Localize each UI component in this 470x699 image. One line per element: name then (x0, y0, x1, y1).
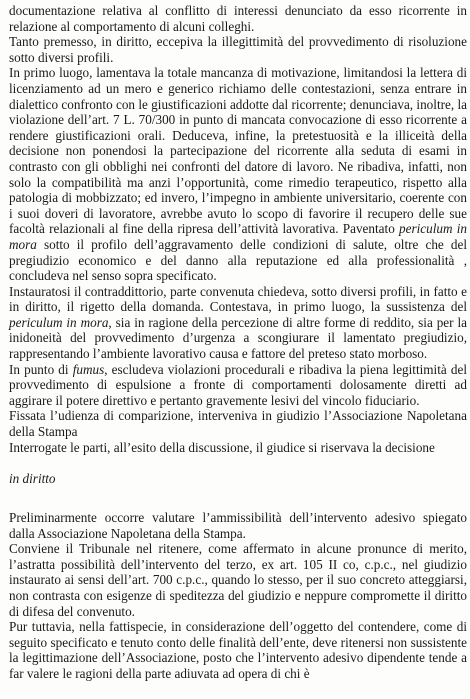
blank-line (9, 455, 467, 471)
blank-line (9, 502, 467, 510)
italic-periculum-in-mora-2: periculum in mora (9, 314, 109, 330)
paragraph-fumus: In punto di fumus, escludeva violazioni procedurali e ribadiva la piena legittimità del provvedimento di espulsione a fronte di comportamenti dolosamente diretti ad aggirare il potere direttivo e pertanto gravemente lesivi del vincolo fiduciario. (9, 361, 467, 408)
paragraph-legitimation: Pur tuttavia, nella fattispecie, in considerazione dell’oggetto del contendere, come di seguito specificato e tenuto conto delle finalità dell’ente, deve ritenersi non sussistente la legittimazione dell’Associazione, posto che l’intervento adesivo dipendente tende a far valere le ragioni della parte adiuvata ad opera di chi è (9, 619, 467, 681)
paragraph-first-ground: In primo luogo, lamentava la totale mancanza di motivazione, limitandosi la lettera di licenziamento ad un mero e generico richiamo delle contestazioni, senza entrare in dialettico confronto con le giustificazioni addotte dal ricorrente; denunciava, inoltre, la violazione dell’art. 7 L. 70/300 in punto di mancata convocazione di esso ricorrente a rendere giustificazioni orali. Deduceva, infine, la pretestuosità e la illiceità della decisione non ponendosi la partecipazione del ricorrente alla seduta di esami in contrasto con gli obblighi nei confronti del datore di lavoro. Ne ribadiva, infatti, non solo la compatibilità ma anzi l’opportunità, come rimedio terapeutico, rispetto alla patologia di mobbizzato; ed invero, l’impegno in ambiente universitario, coerente con i suoi doveri di lavoratore, avrebbe avuto lo scopo di favorire il recupero delle sue facoltà relazionali al fine della ripresa dell’attività lavorativa. Paventato periculum in mora sotto il profilo dell’aggravamento delle condizioni di salute, oltre che del pregiudizio economico e del danno alla reputazione ed alla professionalità , concludeva nel senso sopra specificato. (9, 65, 468, 284)
document-body (9, 3, 467, 682)
section-heading-in-diritto: in diritto (9, 470, 56, 486)
paragraph-tribunal-view: Conviene il Tribunale nel ritenere, come affermato in alcune pronunce di merito, l’astratta possibilità dell’intervento del terzo, ex art. 105 II co, c.p.c., nel giudizio instaurato ai sensi dell’art. 700 c.p.c., quando lo stesso, per il suo concreto atteggiarsi, non contrasta con esigenze di speditezza del giudizio e neppure compromette il diritto di difesa del convenuto. (9, 541, 467, 619)
italic-fumus: fumus (72, 361, 105, 377)
italic-periculum-in-mora: periculum in mora (9, 221, 468, 252)
blank-line (9, 486, 467, 502)
paragraph-admissibility: Preliminarmente occorre valutare l’ammissibilità dell’intervento adesivo spiegato dalla Associazione Napoletana della Stampa. (9, 510, 467, 541)
paragraph-reserved-decision: Interrogate le parti, all’esito della discussione, il giudice si riservava la decisione (9, 439, 435, 455)
paragraph-hearing: Fissata l’udienza di comparizione, interveniva in giudizio l’Associazione Napoletana della Stampa (9, 408, 467, 440)
paragraph-premise: Tanto premesso, in diritto, eccepiva la illegittimità del provvedimento di risoluzione sotto diversi profili. (9, 34, 467, 65)
paragraph-conflict-documentation: documentazione relativa al conflitto di interessi denunciato da esso ricorrente in relazione al comportamento di alcuni colleghi. (9, 3, 467, 34)
paragraph-defendant-response: Instauratosi il contraddittorio, parte convenuta chiedeva, sotto diversi profili, in fatto e in diritto, il rigetto della domanda. Contestava, in primo luogo, la sussistenza del periculum in mora, sia in ragione della percezione di altre forme di reddito, sia per la inidoneità del provvedimento d’urgenza a scongiurare il lamentato pregiudizio, rappresentando l’ambiente lavorativo causa e fattore del preteso stato morboso. (9, 283, 467, 362)
